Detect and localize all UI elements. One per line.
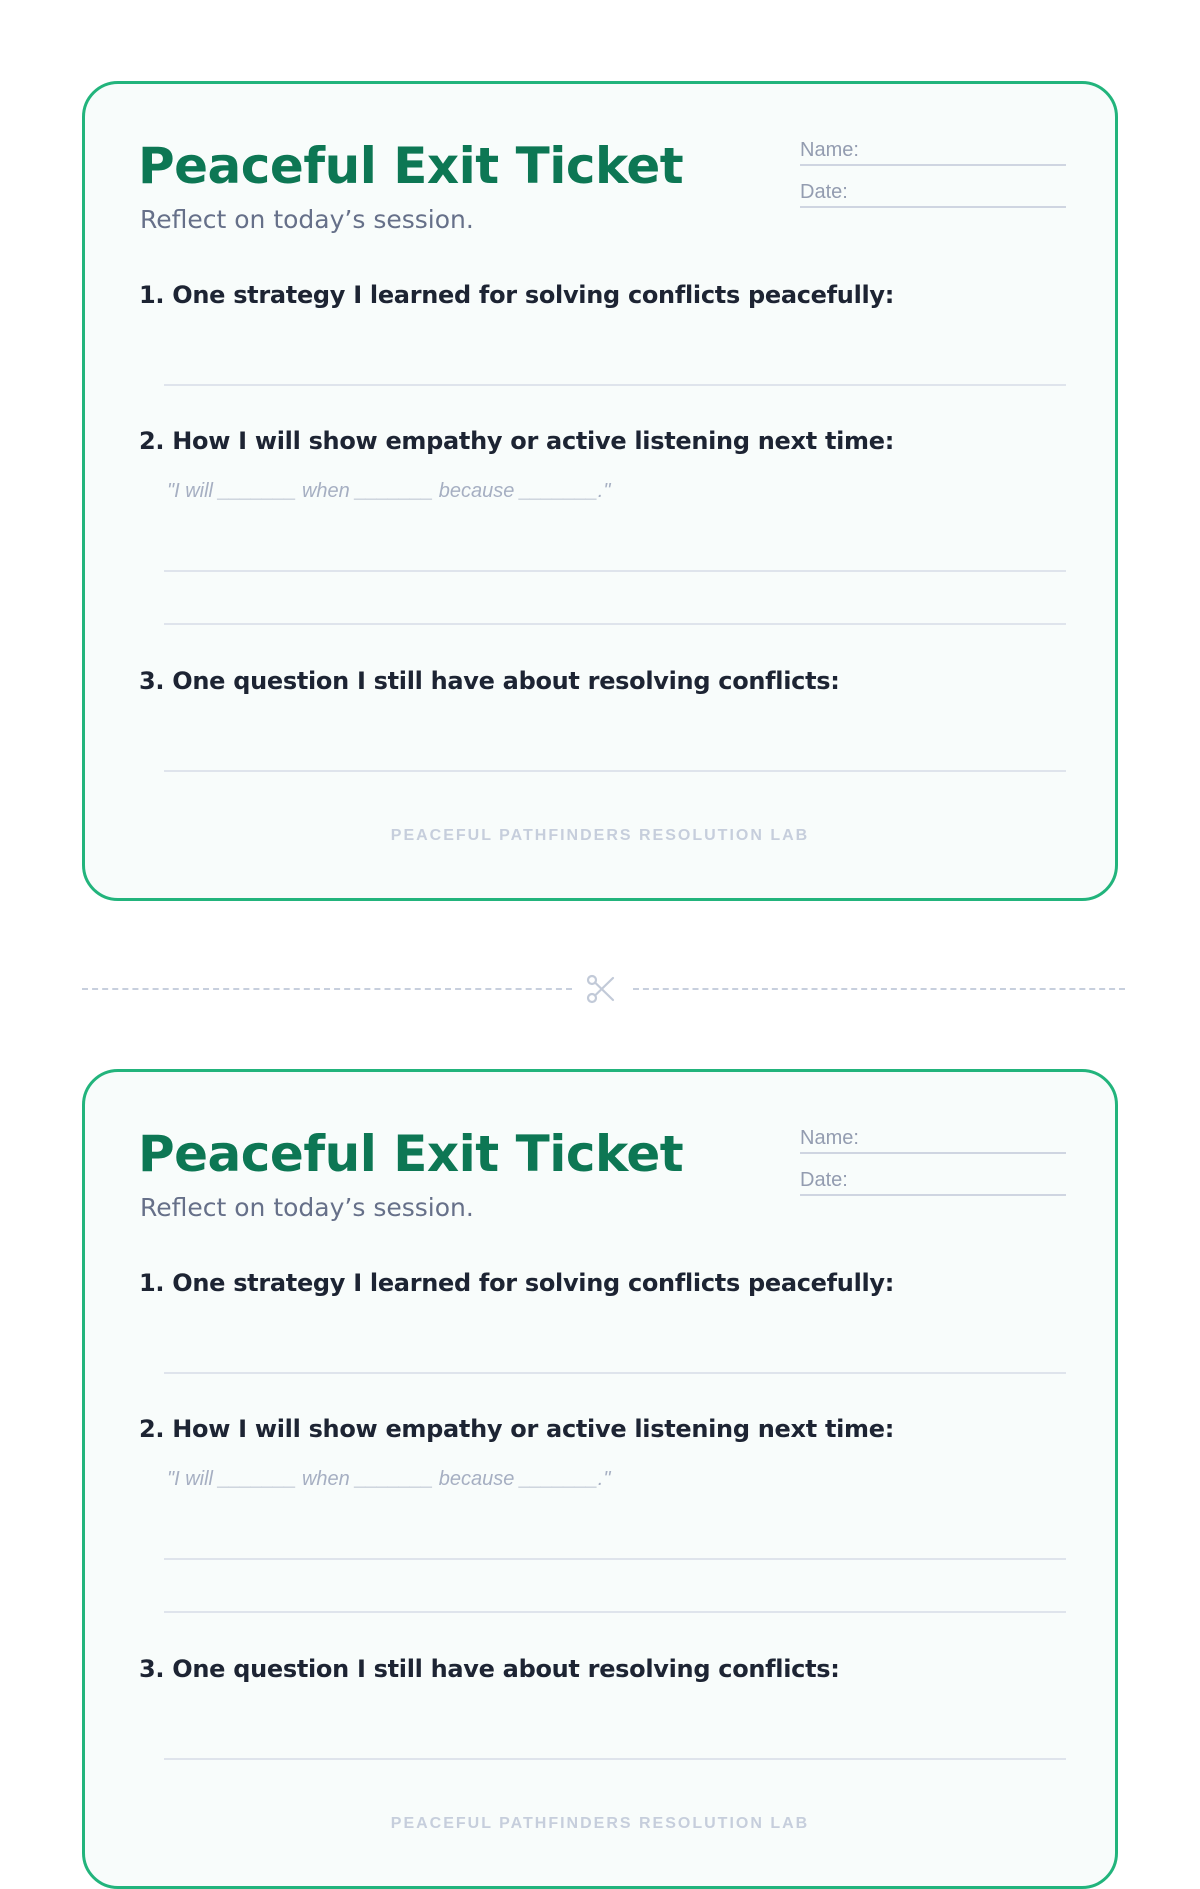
sentence-frame-hint: "I will _______ when _______ because _______.": [167, 1468, 611, 1490]
answer-line-q1[interactable]: [164, 1372, 1066, 1374]
name-label: Name:: [800, 139, 859, 161]
ticket-footer: PEACEFUL PATHFINDERS RESOLUTION LAB: [390, 827, 810, 844]
question-1: 1. One strategy I learned for solving conflicts peacefully:: [139, 281, 895, 309]
question-1: 1. One strategy I learned for solving conflicts peacefully:: [139, 1269, 895, 1297]
answer-line-q2-b[interactable]: [164, 623, 1066, 625]
cut-line-right: [633, 988, 1125, 990]
name-field[interactable]: [800, 1124, 1066, 1154]
scissors-icon: [585, 973, 617, 1005]
answer-line-q1[interactable]: [164, 384, 1066, 386]
question-2: 2. How I will show empathy or active listening next time:: [139, 427, 895, 455]
answer-line-q2-a[interactable]: [164, 1558, 1066, 1560]
question-2: 2. How I will show empathy or active listening next time:: [139, 1415, 895, 1443]
answer-line-q3[interactable]: [164, 1758, 1066, 1760]
ticket-subtitle: Reflect on today’s session.: [140, 1193, 474, 1222]
answer-line-q3[interactable]: [164, 770, 1066, 772]
sentence-frame-hint: "I will _______ when _______ because _______.": [167, 480, 611, 502]
date-field[interactable]: [800, 178, 1066, 208]
exit-ticket-card: [82, 1069, 1118, 1889]
ticket-title: Peaceful Exit Ticket: [138, 1125, 684, 1183]
name-label: Name:: [800, 1127, 859, 1149]
date-field[interactable]: [800, 1166, 1066, 1196]
name-field[interactable]: [800, 136, 1066, 166]
cut-line-left: [82, 988, 572, 990]
question-3: 3. One question I still have about resolving conflicts:: [139, 1655, 840, 1683]
ticket-subtitle: Reflect on today’s session.: [140, 205, 474, 234]
answer-line-q2-a[interactable]: [164, 570, 1066, 572]
ticket-footer: PEACEFUL PATHFINDERS RESOLUTION LAB: [390, 1815, 810, 1832]
answer-line-q2-b[interactable]: [164, 1611, 1066, 1613]
ticket-title: Peaceful Exit Ticket: [138, 137, 684, 195]
exit-ticket-card: [82, 81, 1118, 901]
question-3: 3. One question I still have about resolving conflicts:: [139, 667, 840, 695]
date-label: Date:: [800, 181, 848, 203]
date-label: Date:: [800, 1169, 848, 1191]
